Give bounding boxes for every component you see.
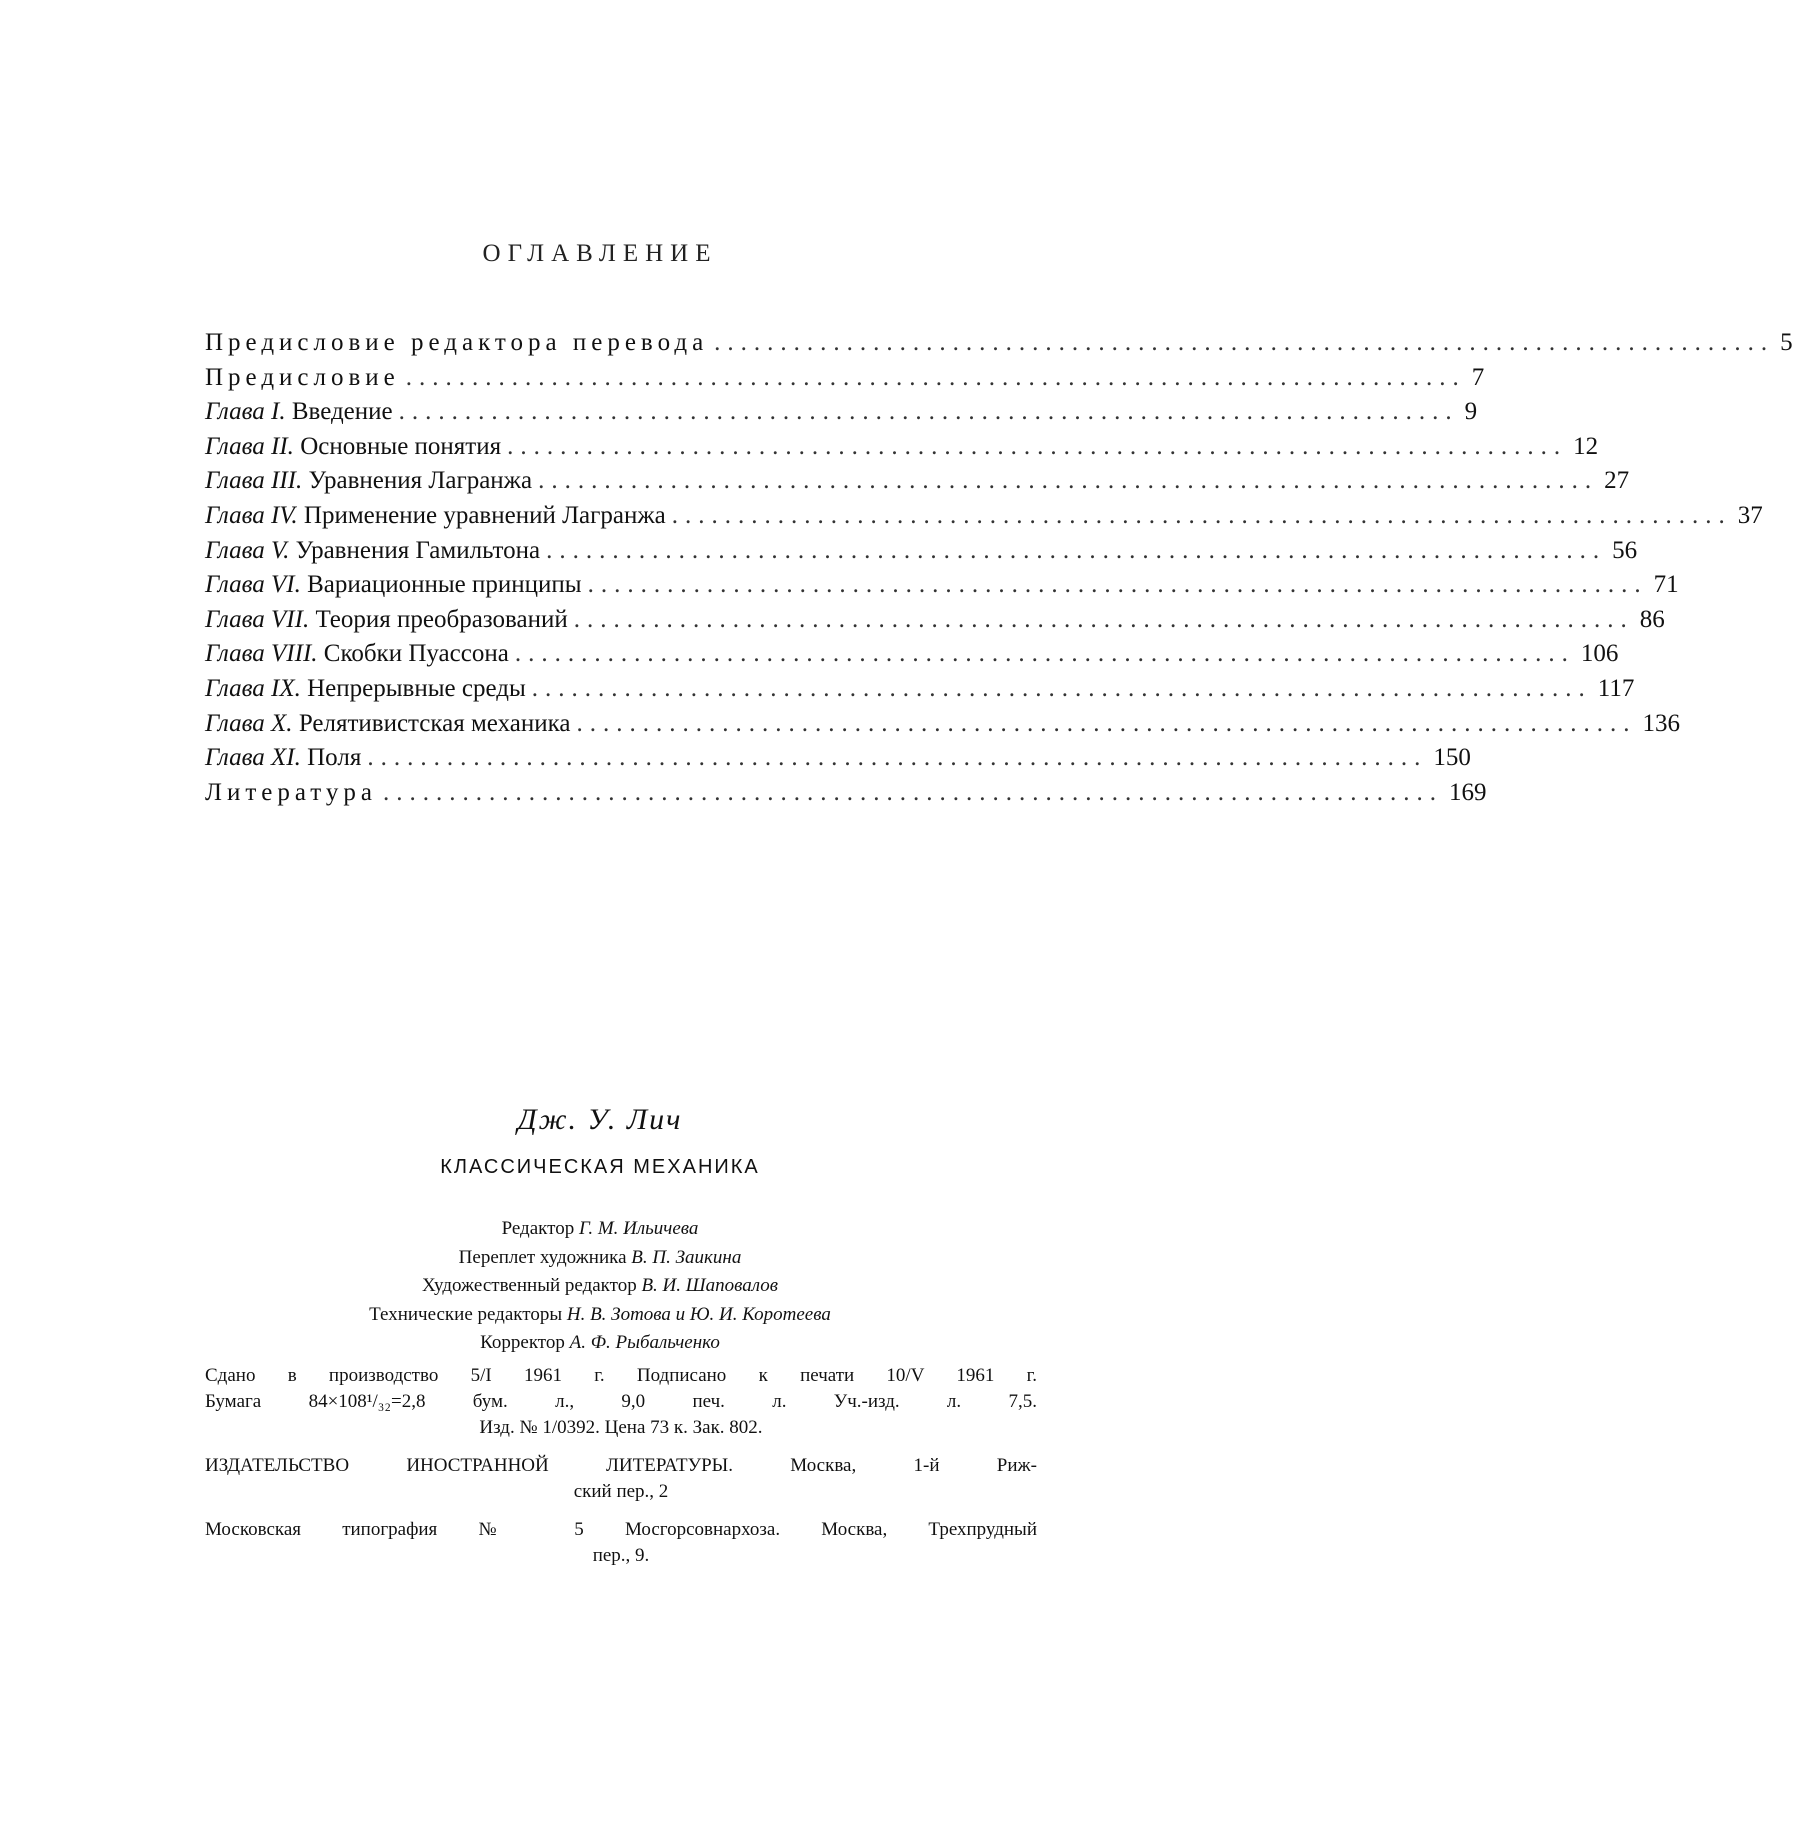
- credit-names: А. Ф. Рыбальченко: [569, 1332, 720, 1353]
- toc-entry-label: [205, 430, 501, 465]
- dot-leader: ................................................................................: [398, 398, 1459, 426]
- chapter-title: Применение уравнений Лагранжа: [303, 501, 666, 529]
- dot-leader: ................................................................................: [576, 709, 1637, 737]
- publisher-line: ИЗДАТЕЛЬСТВО ИНОСТРАННОЙ ЛИТЕРАТУРЫ. Москва, 1-й Риж-: [205, 1455, 1037, 1476]
- chapter-title: Поля: [307, 744, 362, 772]
- page-number: 27: [1604, 467, 1630, 495]
- toc-title: ОГЛАВЛЕНИЕ: [482, 240, 718, 267]
- credit-names: Г. М. Ильичева: [578, 1218, 699, 1239]
- credit-role: Корректор: [480, 1332, 565, 1353]
- chapter-title: Релятивистская механика: [298, 709, 571, 737]
- toc-entry: [205, 534, 1638, 569]
- toc-entry: [205, 603, 1665, 638]
- page-number: 5: [1780, 329, 1793, 356]
- dot-leader: ................................................................................: [671, 501, 1732, 529]
- print-details: [205, 1363, 1037, 1569]
- printer-line: Московская типография № 5 Мосгорсовнархоза. Москва, Трехпрудный: [205, 1519, 1037, 1540]
- toc-entry: [205, 741, 1471, 776]
- chapter-number: Глава IX.: [205, 674, 301, 702]
- book-title: КЛАССИЧЕСКАЯ МЕХАНИКА: [440, 1156, 760, 1178]
- dot-leader: ................................................................................: [367, 744, 1428, 772]
- credit-role: Переплет художника: [458, 1246, 627, 1268]
- toc-entry-label: [205, 637, 509, 672]
- toc-entry: [205, 707, 1680, 742]
- printer-line: пер., 9.: [592, 1545, 650, 1566]
- credit-names: Н. В. Зотова и Ю. И. Коротеева: [566, 1303, 831, 1325]
- credits-block: [0, 1215, 1200, 1358]
- toc-entry-label: [205, 603, 568, 638]
- print-line: Изд. № 1/0392. Цена 73 к. Зак. 802.: [479, 1417, 763, 1438]
- dot-leader: ................................................................................: [546, 536, 1607, 564]
- page-number: 150: [1433, 744, 1471, 772]
- credit-role: Технические редакторы: [369, 1303, 563, 1325]
- dot-leader: ................................................................................: [587, 571, 1648, 599]
- toc-entry: [205, 326, 1793, 361]
- chapter-title: Уравнения Гамильтона: [295, 536, 541, 564]
- chapter-number: Глава X.: [205, 709, 293, 737]
- credit-role: Редактор: [501, 1218, 575, 1239]
- toc-entry-label: [205, 568, 582, 603]
- chapter-number: Глава IV.: [205, 501, 298, 529]
- toc-entry: [205, 776, 1487, 811]
- chapter-number: Глава V.: [205, 536, 290, 564]
- page-number: 106: [1580, 640, 1619, 668]
- toc-entry: [205, 361, 1485, 396]
- chapter-number: Глава XI.: [205, 744, 301, 772]
- toc-entry: [205, 430, 1599, 465]
- chapter-number: Глава VI.: [205, 571, 301, 599]
- credit-line: [0, 1244, 1200, 1273]
- dot-leader: ................................................................................: [514, 640, 1575, 668]
- credit-line: [0, 1329, 1200, 1358]
- toc-entry-label: [205, 361, 400, 396]
- dot-leader: ................................................................................: [714, 329, 1775, 356]
- credit-line: [0, 1215, 1200, 1244]
- chapter-number: Глава VIII.: [205, 640, 318, 668]
- toc-entry: [205, 499, 1763, 534]
- chapter-title: Теория преобразований: [315, 605, 568, 633]
- chapter-title: Введение: [291, 398, 393, 426]
- toc-entry-label: [205, 499, 666, 534]
- dot-leader: ................................................................................: [405, 363, 1466, 391]
- toc-entry-label: [205, 326, 708, 361]
- page-number: 117: [1597, 674, 1635, 702]
- chapter-number: Глава II.: [205, 432, 294, 460]
- chapter-title: Основные понятия: [300, 432, 502, 460]
- chapter-title: Уравнения Лагранжа: [308, 467, 533, 495]
- credit-role: Художественный редактор: [422, 1275, 637, 1296]
- page-number: 71: [1653, 571, 1679, 599]
- table-of-contents: [205, 326, 1793, 810]
- dot-leader: ................................................................................: [538, 467, 1599, 495]
- toc-entry-label: [205, 672, 526, 707]
- toc-entry-label: [205, 707, 570, 742]
- chapter-title: Вариационные принципы: [307, 571, 582, 599]
- page-number: 86: [1639, 605, 1665, 633]
- page-number: 12: [1573, 432, 1599, 460]
- toc-entry-label: [205, 741, 361, 776]
- print-line: Сдано в производство 5/I 1961 г. Подписано к печати 10/V 1961 г.: [205, 1365, 1037, 1386]
- toc-entry: [205, 672, 1635, 707]
- chapter-title: Предисловие редактора перевода: [205, 329, 709, 356]
- page-number: 9: [1464, 398, 1478, 426]
- dot-leader: ................................................................................: [531, 674, 1592, 702]
- author-name: Дж. У. Лич: [517, 1103, 683, 1136]
- toc-entry: [205, 395, 1478, 430]
- toc-entry-label: [205, 395, 393, 430]
- dot-leader: ................................................................................: [573, 605, 1634, 633]
- toc-entry: [205, 568, 1679, 603]
- publisher-line: ский пер., 2: [573, 1481, 669, 1502]
- page-number: 37: [1737, 501, 1763, 529]
- dot-leader: ................................................................................: [507, 432, 1568, 460]
- dot-leader: ................................................................................: [383, 778, 1443, 806]
- toc-entry-label: [205, 464, 532, 499]
- toc-entry: [205, 464, 1630, 499]
- credit-names: В. П. Заикина: [631, 1246, 742, 1268]
- page-number: 169: [1449, 778, 1487, 806]
- chapter-number: Глава I.: [205, 398, 286, 426]
- page-number: 56: [1612, 536, 1638, 564]
- chapter-title: Предисловие: [205, 363, 400, 391]
- credit-names: В. И. Шаповалов: [641, 1275, 778, 1296]
- chapter-title: Литература: [205, 778, 377, 806]
- toc-entry: [205, 637, 1619, 672]
- chapter-title: Скобки Пуассона: [323, 640, 509, 668]
- toc-entry-label: [205, 776, 377, 811]
- toc-entry-label: [205, 534, 540, 569]
- print-line: Бумага 84×108¹/₃₂=2,8 бум. л., 9,0 печ. л. Уч.-изд. л. 7,5.: [205, 1391, 1037, 1412]
- page-number: 7: [1471, 363, 1485, 391]
- credit-line: [0, 1301, 1200, 1330]
- credit-line: [0, 1272, 1200, 1301]
- chapter-number: Глава III.: [205, 467, 303, 495]
- page-number: 136: [1642, 709, 1680, 737]
- chapter-number: Глава VII.: [205, 605, 310, 633]
- chapter-title: Непрерывные среды: [307, 674, 526, 702]
